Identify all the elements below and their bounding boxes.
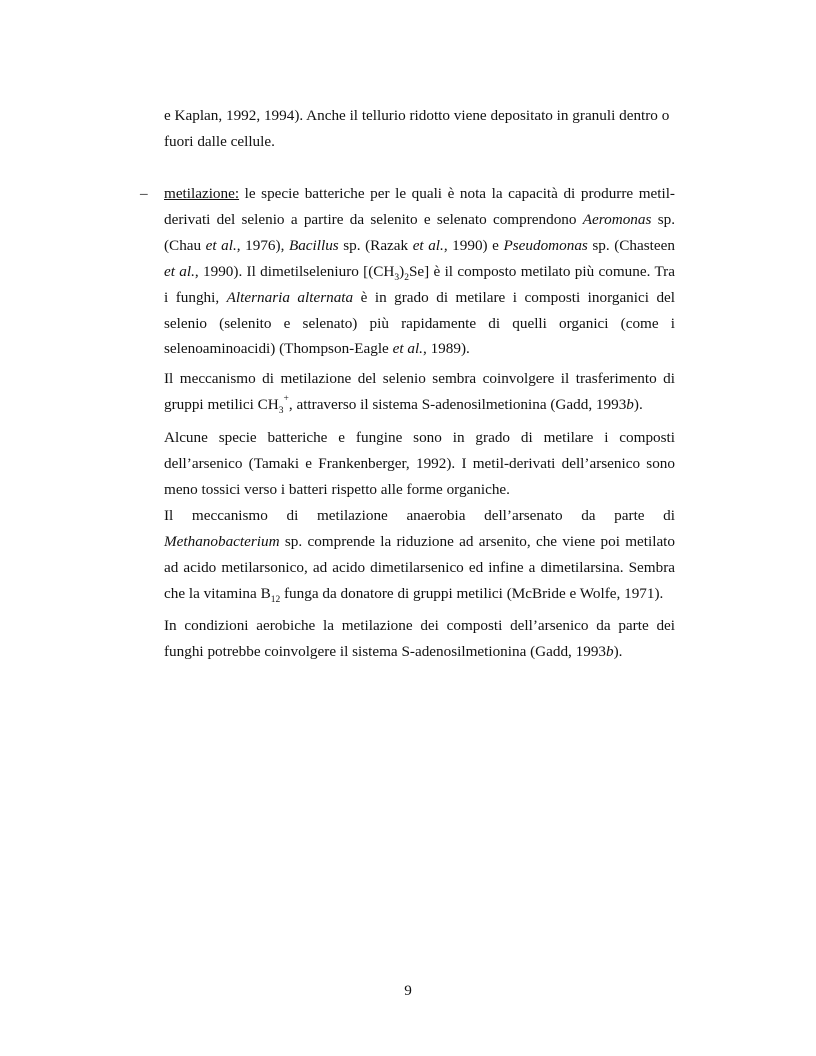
subscript: 12 (270, 594, 281, 605)
et-al: et al. (164, 262, 195, 280)
et-al: et al. (205, 236, 237, 254)
paragraph-arsenic-methylation: Alcune specie batteriche e fungine sono in grado di metilare i composti dell’arsenico (Tamaki e Frankenberger, 1992). I metil-derivati dell’arsenico sono meno tossici verso i batteri rispetto alle forme organiche. (164, 429, 675, 498)
species-name: Alternaria alternata (226, 288, 354, 306)
subscript: 2 (404, 272, 409, 283)
et-al: et al. (392, 340, 423, 358)
continuation-paragraph (164, 103, 675, 155)
species-name: Pseudomonas (503, 236, 588, 254)
subscript: 3 (394, 272, 400, 283)
list-dash: – (140, 185, 148, 202)
page-number: 9 (404, 982, 412, 999)
subscript: 3 (278, 405, 284, 416)
species-name: Methanobacterium (164, 532, 280, 550)
continuation-line-2: fuori dalle cellule. (164, 132, 275, 150)
paragraph-anaerobic-mechanism: Il meccanismo di metilazione anaerobia dell’arsenato da parte di Methanobacterium sp. comprende la riduzione ad arsenito, che viene poi metilato ad acido metilarsonico, ad acido dimetilarsenico ed infine a dimetilarsina. Sembra che la vitamina $B_{12}$ funga da donatore di gruppi metilici (McBride e Wolfe, 1971). (164, 507, 675, 605)
continuation-line-1: e Kaplan, 1992, 1994). Anche il tellurio ridotto viene depositato in granuli dentro o (164, 107, 670, 124)
citation-letter: b (626, 395, 634, 413)
term-metilazione: metilazione: (164, 185, 240, 202)
paragraph-selenium-mechanism: Il meccanismo di metilazione del selenio sembra coinvolgere il trasferimento di gruppi metilici $CH_3^+$, attraverso il sistema S-adenosilmetionina (Gadd, 1993b). (164, 370, 675, 416)
citation-letter: b (606, 642, 614, 660)
bullet-metilazione-paragraph: metilazione: le specie batteriche per le quali è nota la capacità di produrre metil-derivati del selenio a partire da selenito e selenato comprendono Aeromonas sp. (Chau et al., 1976), Bacillus sp. (Razak et al., 1990) e Pseudomonas sp. (Chasteen et al., 1990). Il dimetilseleniuro $[(CH_3)_2Se]$ è il composto metilato più comune. Tra i funghi, Alternaria alternata è in grado di metilare i composti inorganici del selenio (selenito e selenato) più rapidamente di quelli organici (come i selenoaminoacidi) (Thompson-Eagle et al., 1989). (164, 185, 676, 358)
paragraph-aerobic-conditions: In condizioni aerobiche la metilazione dei composti dell’arsenico da parte dei funghi potrebbe coinvolgere il sistema S-adenosilmetionina (Gadd, 1993b). (164, 617, 675, 660)
superscript: + (283, 393, 289, 404)
species-name: Bacillus (288, 236, 339, 254)
species-name: Aeromonas (582, 210, 652, 228)
et-al: et al. (412, 236, 444, 254)
